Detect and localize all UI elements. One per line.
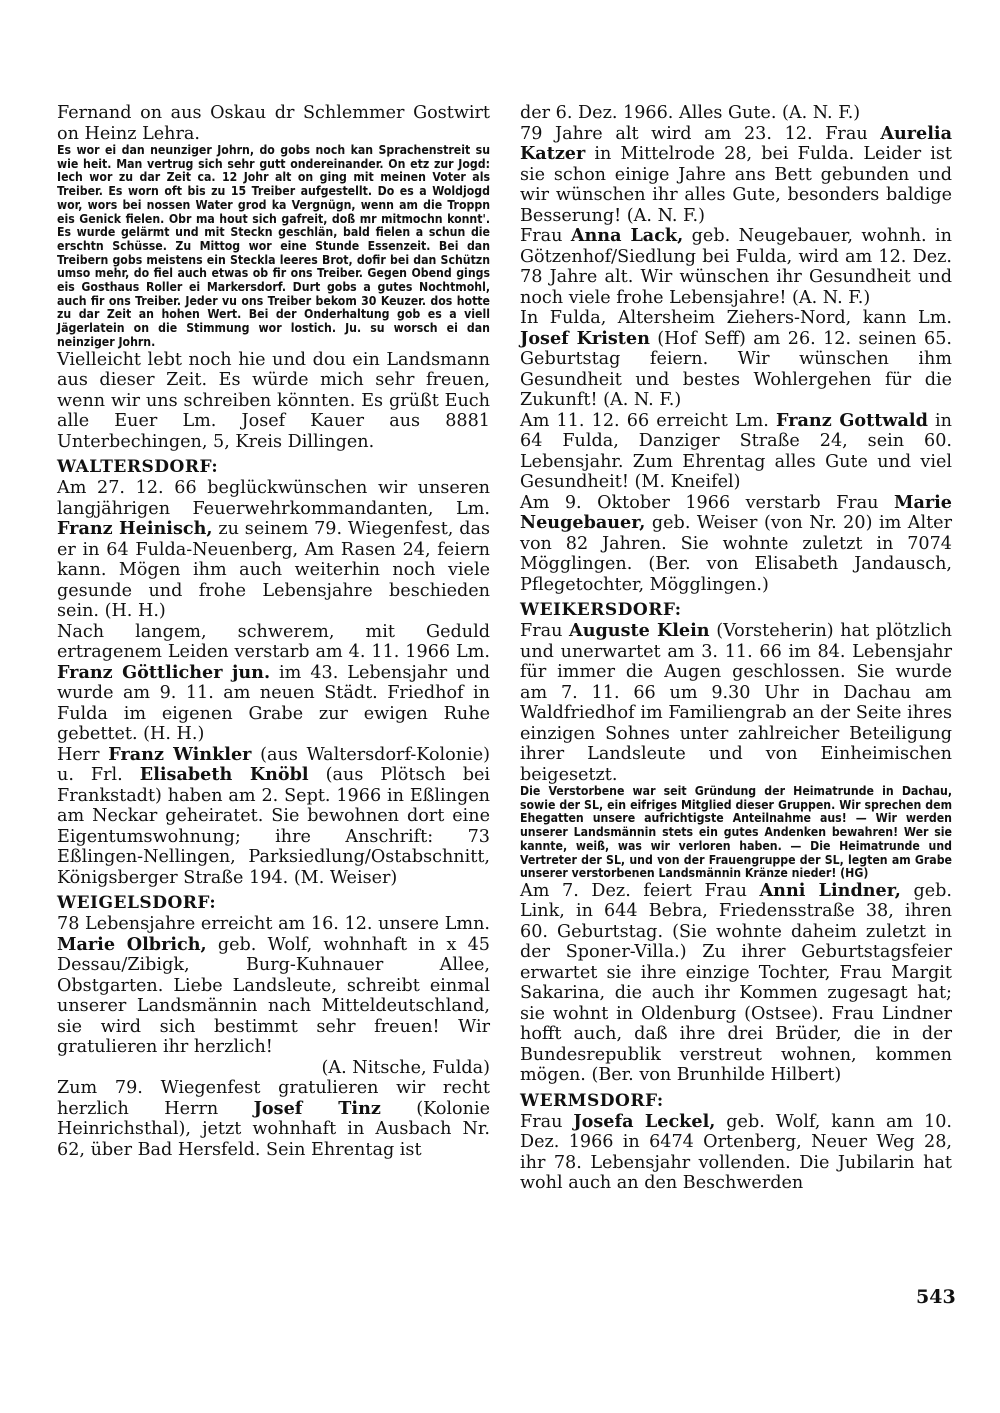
- person-name: Franz Winkler: [108, 743, 252, 765]
- entry-lindner: Am 7. Dez. feiert Frau Anni Lindner, geb. Link, in 644 Bebra, Friedensstraße 38, ihren 60. Geburtstag. (Sie wohnte daheim zuletzt in der Sponer-Villa.) Zu ihrer Geburtstagsfeier erwartet sie ihre einzige Tochter, Frau Margit Sakarina, die auch ihr Kommen zugesagt hat; sie wohnt in Oldenburg (Ostsee). Frau Lindner hofft auch, daß ihre drei Brüder, die in der Bundesrepublik verstreut wohnen, kommen mögen. (Ber. von Brunhilde Hilbert): [520, 879, 953, 1086]
- section-heading-waltersdorf: WALTERSDORF:: [57, 457, 219, 478]
- entry-heinisch: Am 27. 12. 66 beglückwünschen wir unseren langjährigen Feuerwehrkommandanten, Lm. Franz Heinisch, zu seinem 79. Wiegenfest, das er in 64 Fulda-Neuenberg, Am Rasen 24, feiern kann. Mögen ihm auch weiterhin noch viele gesunde und frohe Lebensjahre beschieden sein. (H. H.): [57, 478, 490, 622]
- person-name: Josefa Leckel,: [573, 1110, 716, 1132]
- entry-lack: Frau Anna Lack, geb. Neugebauer, wohnh. in Götzenhof/Siedlung bei Fulda, wird am 12. Dez. 78 Jahre alt. Wir wünschen ihr Gesundheit und noch viele frohe Lebensjahre! (A. N. F.): [520, 225, 953, 308]
- entry-leckel: Frau Josefa Leckel, geb. Wolf, kann am 10. Dez. 1966 in 6474 Ortenberg, Neuer Weg 28, ihr 78. Lebensjahr vollenden. Die Jubilarin hat wohl auch an den Beschwerden: [520, 1110, 952, 1194]
- person-name: Josef Kristen: [520, 327, 650, 349]
- entry-goettlicher: Nach langem, schwerem, mit Geduld ertragenem Leiden verstarb am 4. 11. 1966 Lm. Franz Göttlicher jun. im 43. Lebensjahr und wurde am 9. 11. am neuen Städt. Friedhof in Fulda im eigenen Grabe zur ewigen Ruhe gebettet. (H. H.): [57, 621, 490, 745]
- section-heading-weigelsdorf: WEIGELSDORF:: [57, 893, 217, 914]
- section-heading-weikersdorf: WEIKERSDORF:: [520, 600, 682, 620]
- entry-neugebauer: Am 9. Oktober 1966 verstarb Frau Marie Neugebauer, geb. Weiser (von Nr. 20) im Alter von 82 Jahren. Sie wohnte zuletzt in 7074 Mögglingen. (Ber. von Elisabeth Jandausch, Pflegetochter, Mögglingen.): [520, 491, 952, 595]
- person-name: Anna Lack,: [570, 225, 684, 246]
- person-name: Marie Neugebauer,: [520, 491, 952, 533]
- person-name: Aurelia Katzer: [520, 122, 952, 164]
- left-column: [57, 103, 490, 1160]
- person-name: Franz Göttlicher jun.: [57, 661, 271, 683]
- entry-klein: Frau Auguste Klein (Vorsteherin) hat plötzlich und unerwartet am 3. 11. 66 im 84. Lebensjahr für immer die Augen geschlossen. Sie wurde am 7. 11. 66 um 9.30 Uhr in Dachau am Waldfriedhof im Familiengrab an der Seite ihres einzigen Sohnes unter zahlreicher Beteiligung ihrer Landsleute und von Einheimischen beigesetzt.: [520, 620, 953, 785]
- section-heading-wermsdorf: WERMSDORF:: [520, 1090, 664, 1111]
- entry-kristen: In Fulda, Altersheim Ziehers-Nord, kann Lm. Josef Kristen (Hof Seff) am 26. 12. seinen 65. Geburtstag feiern. Wir wünschen ihm Gesundheit und bestes Wohlergehen für die Zukunft! (A. N. F.): [520, 308, 952, 410]
- right-column: [520, 103, 952, 1194]
- person-name: Franz Gottwald: [776, 409, 928, 431]
- person-name: Josef Tinz: [253, 1097, 381, 1119]
- entry-winkler-knoebl: Herr Franz Winkler (aus Waltersdorf-Kolonie) u. Frl. Elisabeth Knöbl (aus Plötsch bei Frankstadt) haben am 2. Sept. 1966 in Eßlingen am Neckar geheiratet. Sie bewohnen dort eine Eigentumswohnung; ihre Anschrift: 73 Eßlingen-Nellingen, Parksiedlung/Ostabschnitt, Königsberger Straße 194. (M. Weiser): [57, 743, 490, 888]
- attribution: (A. Nitsche, Fulda): [321, 1057, 490, 1078]
- dialect-story: Es wor ei dan neunziger Johrn, do gobs noch kan Sprachenstreit su wie heit. Man vertrug sich sehr gutt ondereinander. On etz zur Jogd: Iech wor zu dar Zeit ca. 12 Johr alt on ging mit meinen Voter als Treiber. Es worn oft bis zu 15 Treiber aufgestellt. Do es a Woldjogd wor, wors bei nossen Water grod ka Vergnügn, wenn am die Troppn eis Genick fielen. Obr ma hout sich gafreit, doß mr mitmochn konnt'. Es wurde gelärmt und mit Steckn geschlän, bald fielen a schun die erschtn Schüsse. Zu Mittog wor eine Stunde Essenzeit. Bei dan Treibern gobs meistens ein Steckla leeres Brot, dofir bei dan Schützn umso mehr, do fiel auch etwas ob fir ons Treiber. Gegen Obend gings eis Gosthaus Roller ei Markersdorf. Durt gobs a gutes Nochtmohl, auch fir ons Treiber. Jeder vu ons Treiber bekom 30 Keuzer. dos hotte zu dar Zeit an hohen Wert. Bei der Onderhaltung gob es a viell Jägerlatein on die Stimmung wor lostich. Ju. su worsch ei dan neinziger Johrn.: [57, 143, 490, 349]
- entry-olbrich: 78 Lebensjahre erreicht am 16. 12. unsere Lmn. Marie Olbrich, geb. Wolf, wohnhaft in x 45 Dessau/Zibigk, Burg-Kuhnauer Allee, Obstgarten. Liebe Landsleute, schreibt einmal unserer Landsmännin nach Mitteldeutschland, sie wird sich bestimmt sehr freuen! Wir gratulieren ihr herzlich! (A. Nitsche, Fulda): [57, 914, 490, 1078]
- person-name: Auguste Klein: [569, 620, 710, 641]
- obituary-note: Die Verstorbene war seit Gründung der Heimatrunde in Dachau, sowie der SL, ein eifriges Mitglied dieser Gruppen. Wir sprechen dem Ehegatten unsere aufrichtigste Anteilnahme aus! — Wir werden unserer Landsmännin stets ein gutes Andenken bewahren! Wer sie kannte, weiß, was wir verloren haben. — Die Heimatrunde und Vertreter der SL, und von der Frauengruppe der SL, legten am Grabe unserer verstorbenen Landsmännin Kränze nieder! (HG): [520, 784, 952, 881]
- person-name: Franz Heinisch,: [57, 518, 213, 540]
- person-name: Marie Olbrich,: [57, 933, 207, 955]
- paragraph-intro: Fernand on aus Oskau dr Schlemmer Gostwirt on Heinz Lehra.: [57, 103, 490, 144]
- entry-tinz: Zum 79. Wiegenfest gratulieren wir recht herzlich Herrn Josef Tinz (Kolonie Heinrichsthal), jetzt wohnhaft in Ausbach Nr. 62, über Bad Hersfeld. Sein Ehrentag ist: [57, 1078, 490, 1160]
- paragraph-closing-letter: Vielleicht lebt noch hie und dou ein Landsmann aus dieser Zeit. Es würde mich sehr freuen, wenn wir uns schreiben könnten. Es grüßt Euch alle Euer Lm. Josef Kauer aus 8881 Unterbechingen, 5, Kreis Dillingen.: [57, 349, 490, 452]
- page-number: 543: [916, 1286, 956, 1308]
- person-name: Elisabeth Knöbl: [139, 764, 309, 786]
- entry-gottwald: Am 11. 12. 66 erreicht Lm. Franz Gottwald in 64 Fulda, Danziger Straße 24, sein 60. Lebensjahr. Zum Ehrentag alles Gute und viel Gesundheit! (M. Kneifel): [520, 409, 952, 492]
- entry-continuation: der 6. Dez. 1966. Alles Gute. (A. N. F.): [520, 103, 861, 123]
- entry-katzer: 79 Jahre alt wird am 23. 12. Frau Aurelia Katzer in Mittelrode 28, bei Fulda. Leider ist sie schon einige Jahre ans Bett gebunden und wir wünschen ihr alles Gute, besonders baldige Besserung! (A. N. F.): [520, 122, 952, 226]
- person-name: Anni Lindner,: [759, 879, 901, 901]
